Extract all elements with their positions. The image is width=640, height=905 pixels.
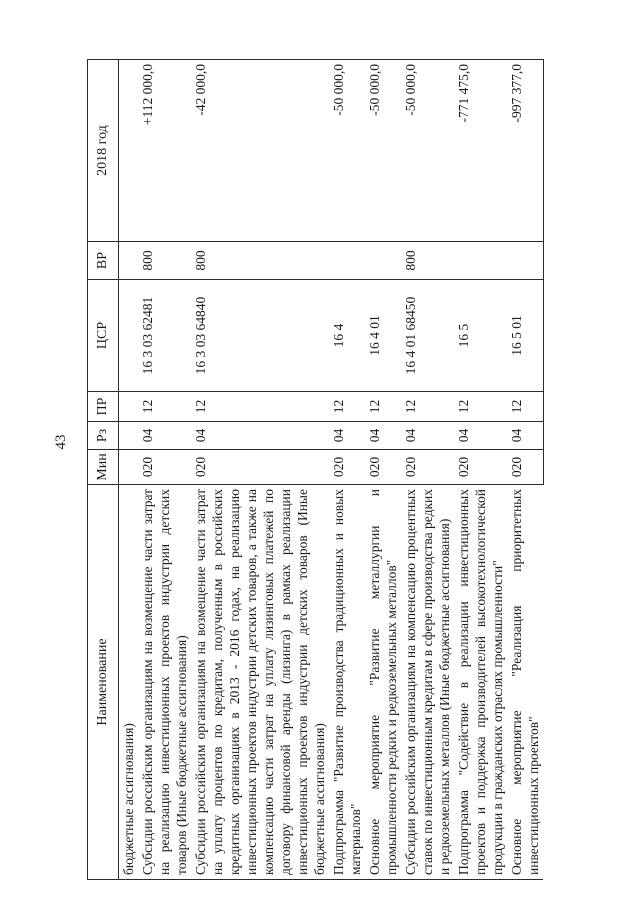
row-amount: -771 475,0 (454, 60, 507, 242)
col-header-year: 2018 год (88, 60, 119, 242)
row-rz: 04 (191, 422, 329, 450)
row-vr (365, 242, 401, 280)
col-header-vr: ВР (88, 242, 119, 280)
col-header-csr: ЦСР (88, 280, 119, 392)
row-vr: 800 (138, 242, 191, 280)
row-rz: 04 (365, 422, 401, 450)
row-pr: 12 (401, 392, 454, 422)
row-rz: 04 (507, 422, 543, 450)
row-min: 020 (507, 450, 543, 485)
row-name: Основное мероприятие "Развитие металлургии и промышленности редких и редкоземельных металлов" (365, 485, 401, 880)
row-csr: 16 4 (329, 280, 365, 392)
row-csr: 16 3 03 62481 (138, 280, 191, 392)
row-rz: 04 (401, 422, 454, 450)
row-vr (507, 242, 543, 280)
table-header-row (88, 60, 119, 880)
row-min: 020 (454, 450, 507, 485)
row-pr: 12 (454, 392, 507, 422)
row-pr: 12 (329, 392, 365, 422)
row-amount: +112 000,0 (138, 60, 191, 242)
row-min: 020 (191, 450, 329, 485)
row-min: 020 (401, 450, 454, 485)
table-row (454, 60, 507, 880)
row-name: Субсидии российским организациям на возмещение части затрат на реализацию инвестиционных проектов индустрии детских товаров (Иные бюджетные ассигнования) (138, 485, 191, 880)
row-pr: 12 (191, 392, 329, 422)
col-header-min: Мин (88, 450, 119, 485)
row-amount: -50 000,0 (329, 60, 365, 242)
table-row (329, 60, 365, 880)
row-min: 020 (329, 450, 365, 485)
row-rz: 04 (138, 422, 191, 450)
row-rz: 04 (329, 422, 365, 450)
row-name: Субсидии российским организациям на компенсацию процентных ставок по инвестиционным кредитам в сфере производства редких и редкоземельных металлов (Иные бюджетные ассигнования) (401, 485, 454, 880)
row-pr: 12 (507, 392, 543, 422)
row-name: Подпрограмма "Содействие в реализации инвестиционных проектов и поддержка производителей высокотехнологической продукции в гражданских отраслях промышленности" (454, 485, 507, 880)
row-rz: 04 (454, 422, 507, 450)
budget-table (87, 59, 544, 880)
row-vr: 800 (401, 242, 454, 280)
row-vr: 800 (191, 242, 329, 280)
row-csr: 16 4 01 68450 (401, 280, 454, 392)
col-header-rz: Рз (88, 422, 119, 450)
row-amount: -50 000,0 (401, 60, 454, 242)
continuation-text: бюджетные ассигнования) (119, 485, 139, 880)
row-csr: 16 5 (454, 280, 507, 392)
table-row (365, 60, 401, 880)
table-row (138, 60, 191, 880)
row-name: Подпрограмма "Развитие производства традиционных и новых материалов" (329, 485, 365, 880)
row-csr: 16 4 01 (365, 280, 401, 392)
rotated-table-container (87, 60, 597, 880)
col-header-name: Наименование (88, 485, 119, 880)
row-amount: -50 000,0 (365, 60, 401, 242)
col-header-pr: ПР (88, 392, 119, 422)
row-csr: 16 5 01 (507, 280, 543, 392)
row-amount: -42 000,0 (191, 60, 329, 242)
table-row (507, 60, 543, 880)
row-min: 020 (138, 450, 191, 485)
row-amount: -997 377,0 (507, 60, 543, 242)
row-min: 020 (365, 450, 401, 485)
row-name: Субсидии российским организациям на возмещение части затрат на уплату процентов по кредитам, полученным в российских кредитных организациях в 2013 - 2016 годах, на реализацию инвестиционных проектов индустрии детских товаров, а также на компенсацию части затрат на уплату лизинговых платежей по договору финансовой аренды (лизинга) в рамках реализации инвестиционных проектов индустрии детских товаров (Иные бюджетные ассигнования) (191, 485, 329, 880)
row-pr: 12 (365, 392, 401, 422)
row-vr (454, 242, 507, 280)
row-csr: 16 3 03 64840 (191, 280, 329, 392)
continuation-row (119, 60, 139, 880)
page-number: 43 (53, 434, 69, 450)
table-row (401, 60, 454, 880)
table-row (191, 60, 329, 880)
row-pr: 12 (138, 392, 191, 422)
row-name: Основное мероприятие "Реализация приоритетных инвестиционных проектов" (507, 485, 543, 880)
row-vr (329, 242, 365, 280)
